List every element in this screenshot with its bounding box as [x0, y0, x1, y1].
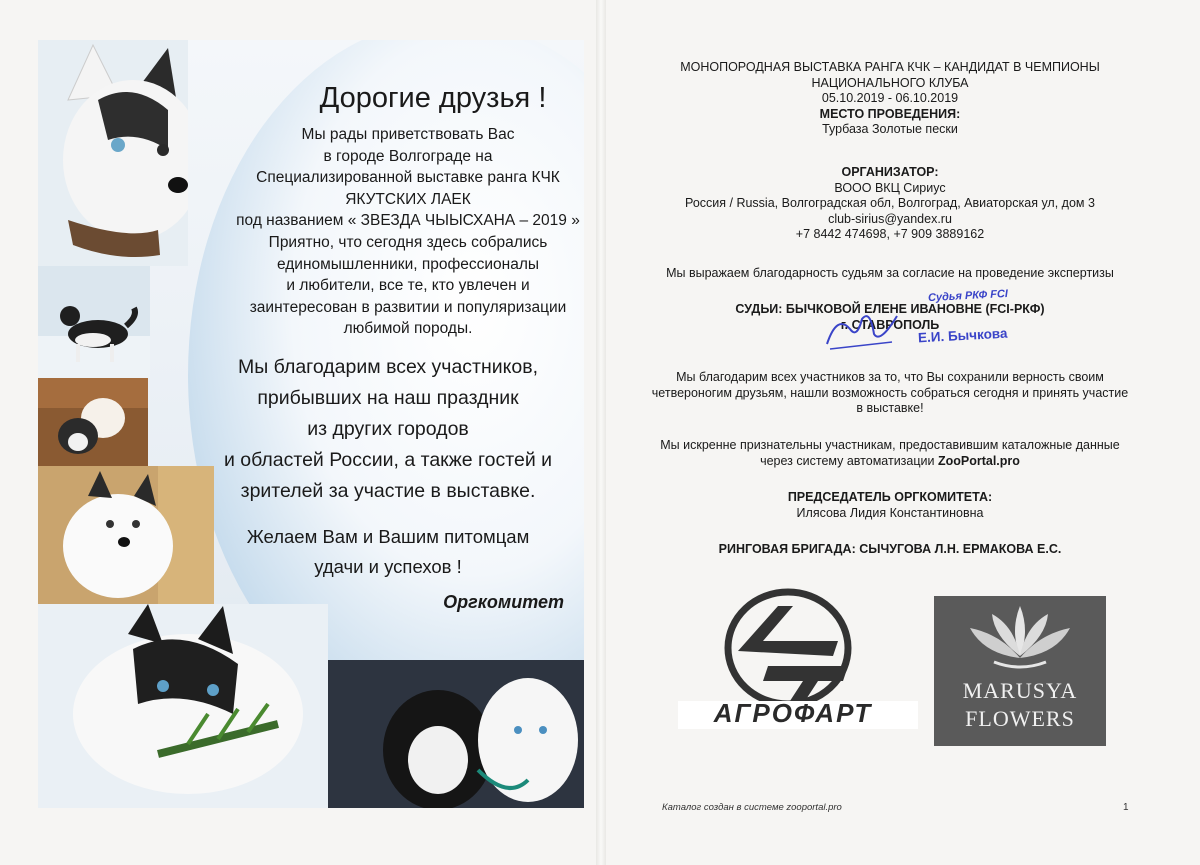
welcome-line: Специализированной выставке ранга КЧК [256, 169, 560, 187]
page-gutter [596, 0, 606, 865]
thanks-paragraph [188, 352, 584, 507]
left-page-greeting [38, 40, 584, 808]
wish-line: Желаем Вам и Вашим питомцам [246, 526, 530, 547]
photo-husky-pup-pine-branch [38, 604, 328, 808]
welcome-line: в городе Волгограде на [323, 147, 493, 165]
footer-catalog-note: Каталог создан в системе zooportal.pro [662, 802, 842, 813]
chair-label: ПРЕДСЕДАТЕЛЬ ОРГКОМИТЕТА: [787, 490, 993, 504]
ring-brigade [610, 542, 1170, 558]
welcome-line: Приятно, что сегодня здесь собрались [268, 233, 548, 251]
page-number: 1 [1123, 802, 1129, 813]
thanks-line: зрителей за участие в выставке. [240, 480, 536, 502]
judge-stamp-name: Е.И. Бычкова [917, 325, 1008, 346]
catalog-thanks-line: Мы искренне признательны участникам, предоставившим каталожные данные [660, 438, 1120, 452]
zooportal-name: ZooPortal.pro [937, 453, 1020, 468]
welcome-line: и любители, все те, кто увлечен и [286, 277, 530, 295]
welcome-line: любимой породы. [343, 320, 473, 338]
venue-name: Турбаза Золотые пески [822, 122, 958, 137]
organizer-section [610, 165, 1170, 243]
welcome-paragraph [198, 124, 584, 340]
welcome-line: единомышленники, профессионалы [276, 255, 540, 273]
agrofart-logo-text: АГРОФАРТ [713, 698, 873, 728]
organizer-email: club-sirius@yandex.ru [828, 211, 952, 226]
welcome-line: под названием « ЗВЕЗДА ЧЫЫСХАНА – 2019 » [236, 212, 580, 230]
chair-section [610, 490, 1170, 521]
event-header-line: НАЦИОНАЛЬНОГО КЛУБА [811, 75, 969, 90]
thanks-line: и областей России, а также гостей и [223, 449, 553, 471]
marusya-text: MARUSYA [962, 678, 1078, 703]
signoff-organizing-committee: Оргкомитет [443, 592, 564, 612]
participants-thanks-line: четвероногим друзьям, нашли возможность собраться сегодня и принять участие [651, 385, 1129, 400]
welcome-line: ЯКУТСКИХ ЛАЕК [345, 190, 471, 208]
judge-name: СУДЬИ: БЫЧКОВОЙ ЕЛЕНЕ ИВАНОВНЕ (FCI-РКФ) [735, 302, 1045, 316]
judges-thanks-text: Мы выражаем благодарность судьям за согласие на проведение экспертизы [666, 266, 1114, 280]
ring-brigade-text: РИНГОВАЯ БРИГАДА: СЫЧУГОВА Л.Н. ЕРМАКОВА Е.С. [718, 542, 1062, 556]
photo-two-sled-dogs [328, 660, 584, 808]
event-header [610, 60, 1170, 138]
photo-two-laikas-wood [38, 378, 148, 466]
catalog-thanks-prefix: через систему автоматизации [760, 453, 938, 468]
judge-stamp-title: Судья РКФ FCI [927, 287, 1009, 305]
organizer-phones: +7 8442 474698, +7 909 3889162 [795, 227, 985, 242]
greeting-title: Дорогие друзья ! [319, 82, 547, 114]
organizer-address: Россия / Russia, Волгоградская обл, Волгоград, Авиаторская ул, дом 3 [685, 196, 1095, 211]
photo-laika-standing-snow [38, 266, 150, 378]
judge-city: г. СТАВРОПОЛЬ [840, 317, 940, 332]
wish-line: удачи и успехов ! [314, 556, 462, 577]
judge-signature-icon [822, 304, 902, 354]
organizer-name: ВООО ВКЦ Сириус [834, 180, 946, 195]
welcome-line: заинтересован в развитии и популяризации [249, 298, 567, 316]
participants-thanks-line: Мы благодарим всех участников за то, что Вы сохранили верность своим [676, 370, 1104, 384]
venue-label: МЕСТО ПРОВЕДЕНИЯ: [819, 106, 961, 121]
welcome-line: Мы рады приветствовать Вас [301, 126, 515, 143]
marusya-flowers-logo [934, 596, 1106, 746]
wish-paragraph [188, 522, 584, 582]
chair-name: Илясова Лидия Константиновна [796, 505, 984, 520]
right-page-catalog-info [610, 40, 1190, 830]
thanks-line: прибывших на наш праздник [257, 387, 519, 409]
participants-thanks-line: в выставке! [856, 401, 924, 416]
organizer-label: ОРГАНИЗАТОР: [841, 165, 939, 179]
participants-thanks [610, 370, 1170, 417]
thanks-line: Мы благодарим всех участников, [237, 356, 539, 378]
agrofart-logo [668, 586, 918, 732]
catalog-thanks [610, 438, 1170, 469]
thanks-line: из других городов [307, 418, 469, 440]
lotus-flower-icon [934, 596, 1106, 676]
event-dates: 05.10.2019 - 06.10.2019 [821, 91, 959, 106]
judges-thanks [610, 266, 1170, 282]
catalog-thanks-line [610, 454, 1170, 470]
event-header-line: МОНОПОРОДНАЯ ВЫСТАВКА РАНГА КЧК – КАНДИДАТ В ЧЕМПИОНЫ [680, 60, 1100, 74]
flowers-text: FLOWERS [965, 706, 1075, 731]
photo-husky-puppy-head [38, 40, 188, 266]
